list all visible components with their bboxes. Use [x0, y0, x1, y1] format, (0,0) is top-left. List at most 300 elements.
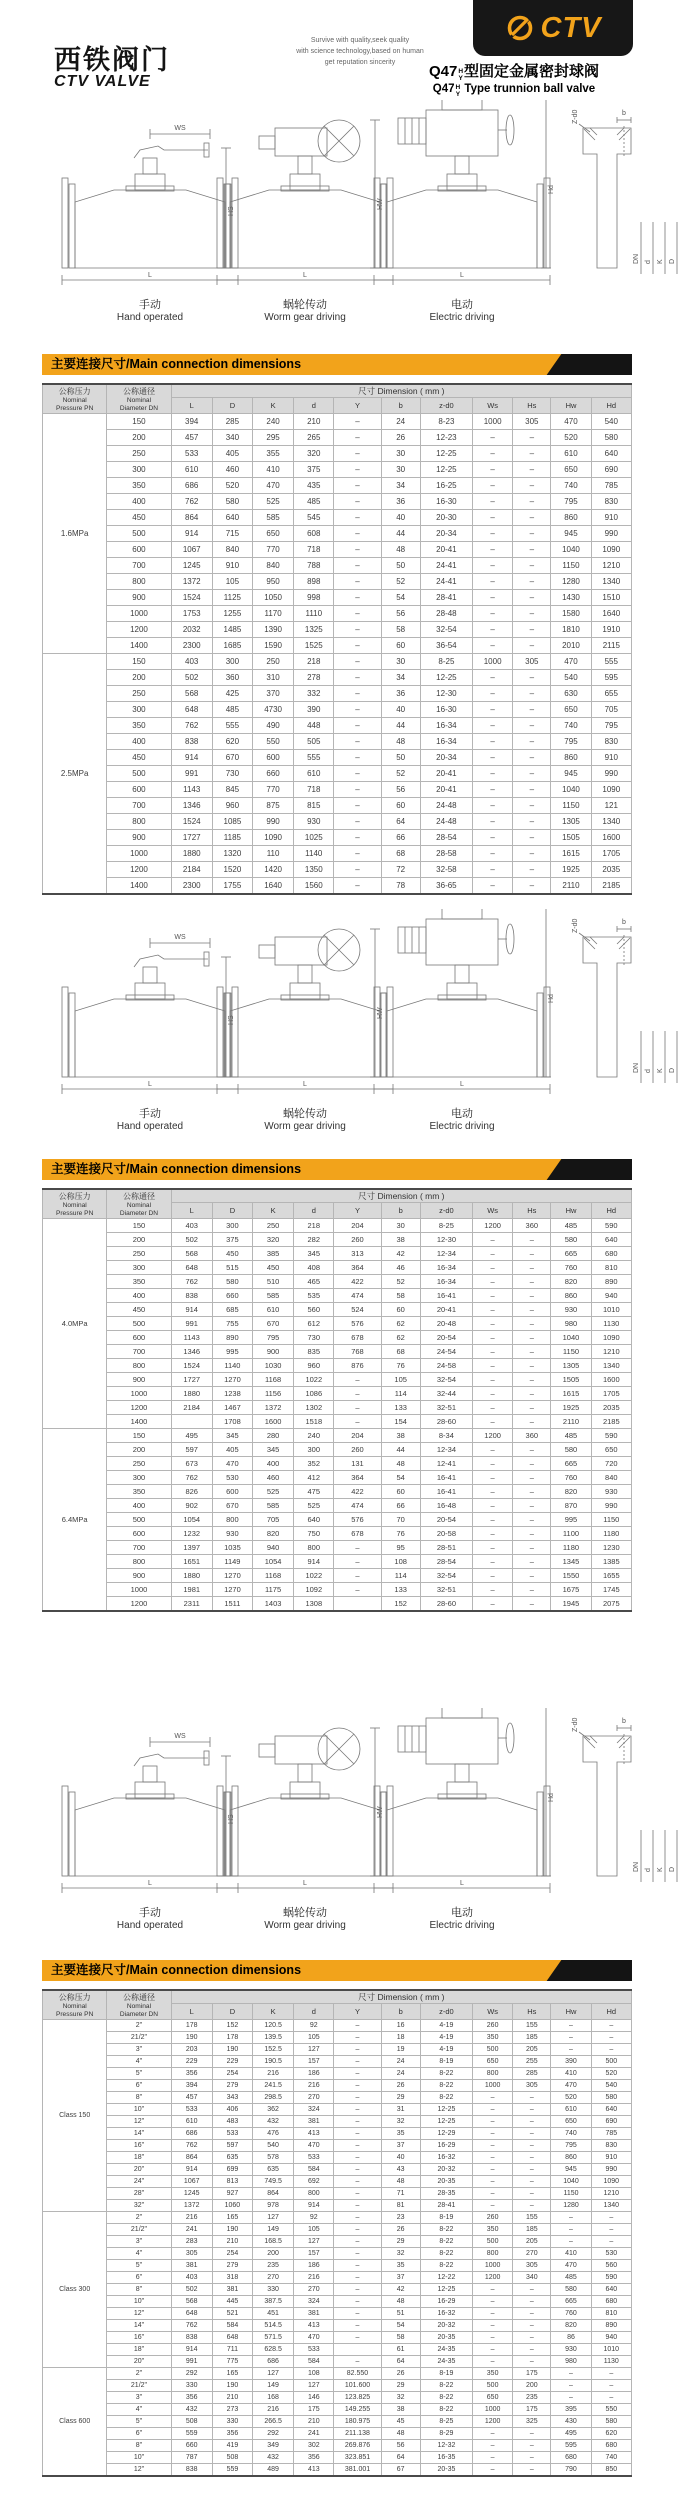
table-row	[43, 830, 632, 846]
dimension-cell: 686	[171, 478, 212, 494]
dimension-cell: 768	[334, 1345, 381, 1359]
dimension-cell: –	[334, 702, 381, 718]
dimension-cell: 550	[591, 2404, 631, 2416]
dimension-cell: 790	[551, 2464, 591, 2477]
dimension-cell: 38	[381, 2404, 420, 2416]
dimension-cell: 826	[171, 1485, 212, 1499]
dimension-cell: 875	[253, 798, 294, 814]
dimension-cell: –	[334, 2116, 381, 2128]
dn-cell: 4"	[107, 2248, 171, 2260]
dimension-cell: –	[473, 2128, 513, 2140]
table-row	[43, 2464, 632, 2477]
dim-col-header: b	[381, 1203, 420, 1219]
dimension-cell: 298.5	[253, 2092, 294, 2104]
table-row	[43, 2200, 632, 2212]
valve-figures-section-1	[0, 100, 689, 340]
dimension-cell: 795	[253, 1331, 294, 1345]
dimension-cell: 12-41	[420, 1457, 472, 1471]
dimension-cell: 1505	[551, 830, 591, 846]
dimension-cell: 12-30	[420, 1233, 472, 1247]
dimension-cell: 186	[294, 2068, 334, 2080]
dimension-cell: 58	[381, 1289, 420, 1303]
dimension-cell: –	[551, 2212, 591, 2224]
dimension-cell: 483	[212, 2116, 252, 2128]
dimension-cell: –	[334, 2068, 381, 2080]
table-row	[43, 446, 632, 462]
dimension-cell: 325	[513, 2416, 551, 2428]
company-name-zh: 西铁阀门	[54, 45, 170, 75]
dimension-cell: 12-34	[420, 1247, 472, 1261]
dimension-cell: 800	[294, 2188, 334, 2200]
table-row	[43, 702, 632, 718]
dimension-cell: 540	[591, 2080, 631, 2092]
table-row	[43, 2128, 632, 2140]
dn-cell: 500	[107, 766, 171, 782]
dimension-cell: –	[334, 478, 381, 494]
dimension-cell: –	[513, 1583, 551, 1597]
dimension-cell: 24-35	[420, 2356, 472, 2368]
dimension-cell: –	[334, 526, 381, 542]
dimension-cell: 12-23	[420, 430, 472, 446]
dimension-cell: 1110	[294, 606, 334, 622]
dimension-cell: 1000	[473, 414, 513, 430]
dimension-cell: 24-48	[420, 814, 472, 830]
dimension-cell: 1054	[253, 1555, 294, 1569]
dimension-cell: –	[334, 2272, 381, 2284]
dimension-cell: 762	[171, 1275, 212, 1289]
dimension-cell: –	[473, 1471, 513, 1485]
dn-cell: 1200	[107, 1401, 171, 1415]
dimension-cell: –	[513, 558, 551, 574]
table-row	[43, 1569, 632, 1583]
dimension-cell: 20-32	[420, 2164, 472, 2176]
dimension-cell: 54	[381, 590, 420, 606]
dimension-cell: 29	[381, 2236, 420, 2248]
table-row	[43, 846, 632, 862]
dimension-cell: 210	[294, 414, 334, 430]
dimension-cell: –	[513, 510, 551, 526]
dimension-cell: –	[591, 2224, 631, 2236]
dimension-cell: 31	[381, 2104, 420, 2116]
dimension-cell: –	[473, 830, 513, 846]
dimension-cell: 28-54	[420, 1555, 472, 1569]
dimension-cell: 820	[253, 1527, 294, 1541]
dimension-cell: 78	[381, 878, 420, 895]
dimension-cell: 1925	[551, 862, 591, 878]
dimension-cell: 995	[212, 1345, 252, 1359]
valve-figures-illustration	[0, 909, 689, 1109]
dimension-cell: 185	[513, 2032, 551, 2044]
dimension-cell: –	[473, 2356, 513, 2368]
dimension-cell: –	[334, 1555, 381, 1569]
dimension-cell: –	[334, 590, 381, 606]
dimension-cell: 1340	[591, 574, 631, 590]
dimension-cell: –	[473, 462, 513, 478]
valve-figures-section-2	[0, 909, 689, 1149]
table-row	[43, 1289, 632, 1303]
dimension-cell: 730	[212, 766, 252, 782]
dimension-cell: 146	[294, 2392, 334, 2404]
table-row	[43, 414, 632, 430]
dimension-cell: 995	[551, 1513, 591, 1527]
pressure-group-label: 2.5MPa	[43, 654, 107, 895]
section-bar-label: 主要连接尺寸/Main connection dimensions	[51, 1963, 302, 1977]
dimension-cell: 495	[171, 1429, 212, 1443]
dimension-cell: 580	[551, 2284, 591, 2296]
dimension-cell: –	[513, 1485, 551, 1499]
dimension-cell: 1600	[253, 1415, 294, 1429]
dimension-cell: 26	[381, 430, 420, 446]
dimension-cell: 524	[334, 1303, 381, 1317]
dimension-cell: 990	[591, 526, 631, 542]
dimension-cell: 403	[171, 654, 212, 670]
dimension-cell: 1945	[551, 1597, 591, 1612]
dimension-cell: 470	[294, 2332, 334, 2344]
dimension-cell: –	[473, 2188, 513, 2200]
dimension-cell: 900	[253, 1345, 294, 1359]
dimension-cell: 152	[212, 2020, 252, 2032]
dimension-cell: 8-19	[420, 2056, 472, 2068]
dimension-cell: 864	[253, 2188, 294, 2200]
dn-cell: 21/2"	[107, 2380, 171, 2392]
dimension-cell: 568	[171, 1247, 212, 1261]
dimension-cell: 2300	[171, 638, 212, 654]
dimension-cell: 840	[253, 558, 294, 574]
dimension-cell: 930	[591, 1485, 631, 1499]
dimension-cell: 350	[473, 2368, 513, 2380]
dimension-cell: 927	[212, 2188, 252, 2200]
dimension-cell: –	[513, 846, 551, 862]
dimension-cell: 520	[551, 2092, 591, 2104]
dimension-cell: 300	[212, 654, 252, 670]
dimension-cell: –	[473, 1261, 513, 1275]
dim-col-header: K	[253, 1203, 294, 1219]
dimension-cell: 628.5	[253, 2344, 294, 2356]
caption-zh: 手动	[138, 299, 161, 311]
dim-col-header: z-d0	[420, 398, 472, 414]
dimension-cell: 62	[381, 1317, 420, 1331]
dim-col-header: K	[253, 2004, 294, 2020]
dimension-cell	[334, 1597, 381, 1612]
dimension-cell: 28-54	[420, 830, 472, 846]
dimension-cell: 2075	[591, 1597, 631, 1612]
caption-en: Worm gear driving	[264, 312, 346, 323]
dimension-cell: 16-30	[420, 702, 472, 718]
dimension-cell: –	[551, 2224, 591, 2236]
dn-cell: 900	[107, 1569, 171, 1583]
dimension-cell: –	[513, 718, 551, 734]
dimension-cell: 1525	[294, 638, 334, 654]
dimension-cell: 648	[171, 2308, 212, 2320]
section-bar-label: 主要连接尺寸/Main connection dimensions	[51, 1162, 302, 1176]
dimension-cell: –	[473, 478, 513, 494]
dimension-cell: –	[513, 814, 551, 830]
dimension-cell: 381	[171, 2260, 212, 2272]
dimension-cell: 1524	[171, 590, 212, 606]
dn-cell: 18"	[107, 2152, 171, 2164]
dimension-cell: –	[334, 830, 381, 846]
dimension-cell: –	[473, 782, 513, 798]
dimension-cell: –	[513, 2188, 551, 2200]
dimension-cell: 265	[294, 430, 334, 446]
dimension-cell: 830	[591, 734, 631, 750]
dn-cell: 6"	[107, 2080, 171, 2092]
dimension-cell: 356	[212, 2428, 252, 2440]
dimension-cell: –	[513, 2116, 551, 2128]
dimension-cell: 375	[212, 1233, 252, 1247]
dim-col-header: Y	[334, 2004, 381, 2020]
valve-figures-section-3	[0, 1708, 689, 1948]
dimension-cell: 502	[171, 1233, 212, 1247]
dimension-cell: 155	[513, 2020, 551, 2032]
dimension-cell: 54	[381, 1471, 420, 1485]
dimension-cell: 595	[591, 670, 631, 686]
table-row	[43, 1345, 632, 1359]
dimension-cell: 914	[171, 750, 212, 766]
dimension-cell: –	[334, 2356, 381, 2368]
dimension-cell: –	[334, 670, 381, 686]
dimension-cell: 406	[212, 2104, 252, 2116]
dimension-cell: –	[513, 702, 551, 718]
dimension-cell: 1230	[591, 1541, 631, 1555]
dimension-cell: –	[334, 446, 381, 462]
dimension-cell: 1150	[551, 798, 591, 814]
dimension-cell: 216	[253, 2068, 294, 2080]
dimension-cell: 835	[294, 1345, 334, 1359]
dimension-cell: –	[334, 2020, 381, 2032]
dimension-cell: 29	[381, 2380, 420, 2392]
dimension-cell: 350	[473, 2032, 513, 2044]
dimension-cell: 4730	[253, 702, 294, 718]
dn-cell: 900	[107, 1373, 171, 1387]
dimension-cell: 1150	[551, 2188, 591, 2200]
dimension-cell: 16-30	[420, 494, 472, 510]
dimension-cell: 38	[381, 1429, 420, 1443]
dimension-cell: 413	[294, 2128, 334, 2140]
table-row	[43, 2428, 632, 2440]
dimension-cell: –	[473, 542, 513, 558]
table-row	[43, 798, 632, 814]
dimension-cell: –	[513, 1359, 551, 1373]
dimension-cell: 940	[591, 1289, 631, 1303]
dimension-cell: 1092	[294, 1583, 334, 1597]
dimension-cell: 485	[551, 2272, 591, 2284]
valve-figures-illustration	[0, 1708, 689, 1908]
dimension-cell: 283	[171, 2236, 212, 2248]
dim-col-header: Hw	[551, 398, 591, 414]
dn-cell: 1000	[107, 606, 171, 622]
dimension-cell: 980	[551, 1317, 591, 1331]
dimension-cell: 1340	[591, 2200, 631, 2212]
dimension-cell: 157	[294, 2248, 334, 2260]
dimension-cell: –	[334, 718, 381, 734]
dimension-cell: 460	[253, 1471, 294, 1485]
dimension-cell: 30	[381, 446, 420, 462]
dimension-cell: 422	[334, 1275, 381, 1289]
dimension-cell: 8-22	[420, 2404, 472, 2416]
dimension-cell: 660	[171, 2440, 212, 2452]
dn-cell: 150	[107, 1219, 171, 1233]
dimension-cell: –	[334, 558, 381, 574]
table-row	[43, 2308, 632, 2320]
dimension-cell: –	[334, 798, 381, 814]
dimension-cell: 1560	[294, 878, 334, 895]
col-header-dimension: 尺寸 Dimension ( mm )	[171, 1990, 631, 2004]
dimension-cell: 305	[513, 2260, 551, 2272]
pressure-group-label: Class 600	[43, 2368, 107, 2477]
dimension-cell: –	[513, 1345, 551, 1359]
dn-cell: 4"	[107, 2056, 171, 2068]
dimension-cell: –	[513, 862, 551, 878]
dimension-cell: 12-34	[420, 1443, 472, 1457]
dimension-cell: –	[334, 750, 381, 766]
table-row	[43, 1583, 632, 1597]
dimension-cell: 8-22	[420, 2392, 472, 2404]
dimension-cell: –	[473, 2452, 513, 2464]
dimension-cell: –	[473, 2464, 513, 2477]
dimension-cell: –	[473, 846, 513, 862]
table-row	[43, 1303, 632, 1317]
dimension-cell: 1655	[591, 1569, 631, 1583]
dimension-cell: 216	[294, 2080, 334, 2092]
dimension-cell: –	[513, 2332, 551, 2344]
table-row	[43, 734, 632, 750]
dimension-cell: –	[513, 2428, 551, 2440]
dimension-cell: 44	[381, 1443, 420, 1457]
dimension-cell: 648	[212, 2332, 252, 2344]
dimension-cell: –	[334, 2320, 381, 2332]
dn-cell: 2"	[107, 2368, 171, 2380]
dimension-cell: 1168	[253, 1569, 294, 1583]
dimension-cell: 485	[551, 1219, 591, 1233]
dimension-cell: –	[334, 430, 381, 446]
dimension-cell: 450	[253, 1261, 294, 1275]
table-row	[43, 1471, 632, 1485]
dimension-cell: –	[513, 2284, 551, 2296]
dimension-cell: 241	[294, 2428, 334, 2440]
dimension-cell: 72	[381, 862, 420, 878]
dimension-cell: 840	[591, 1471, 631, 1485]
table-row	[43, 718, 632, 734]
dimension-cell: 200	[253, 2248, 294, 2260]
dimension-cell: 16-29	[420, 2140, 472, 2152]
dimension-cell: 24-35	[420, 2344, 472, 2356]
dn-cell: 150	[107, 414, 171, 430]
dimension-cell: 630	[551, 686, 591, 702]
dimension-cell: 508	[171, 2416, 212, 2428]
dimension-cell: 1705	[591, 1387, 631, 1401]
dn-cell: 1400	[107, 638, 171, 654]
dimension-cell: –	[473, 430, 513, 446]
dimension-cell: 718	[294, 782, 334, 798]
dimension-cell: –	[334, 2056, 381, 2068]
dimension-cell: 1090	[591, 782, 631, 798]
dimension-cell: –	[591, 2392, 631, 2404]
dimension-cell: 820	[551, 1485, 591, 1499]
dimension-cell: –	[473, 1555, 513, 1569]
dimension-cell: 1345	[551, 1555, 591, 1569]
dimension-cell: 720	[591, 1457, 631, 1471]
col-header-pressure: 公称压力 Nominal Pressure PN	[43, 384, 107, 414]
dimension-cell: 530	[212, 1471, 252, 1485]
table-row	[43, 462, 632, 478]
dimension-cell: 40	[381, 2152, 420, 2164]
dn-cell: 21/2"	[107, 2032, 171, 2044]
dimension-cell: 533	[212, 2128, 252, 2140]
dimension-cell: –	[513, 1233, 551, 1247]
dn-cell: 150	[107, 654, 171, 670]
dimension-cell: 650	[551, 2116, 591, 2128]
dimension-cell: 32	[381, 2392, 420, 2404]
dimension-cell: 902	[171, 1499, 212, 1513]
dimension-cell: 1600	[591, 1373, 631, 1387]
dimension-cell: 1040	[551, 2176, 591, 2188]
dimension-cell: 32-54	[420, 1373, 472, 1387]
dimension-cell: 48	[381, 542, 420, 558]
dimension-cell: 1640	[253, 878, 294, 895]
dimension-cell: –	[473, 1457, 513, 1471]
dimension-cell: 740	[551, 478, 591, 494]
dimension-cell: 76	[381, 1359, 420, 1373]
dimension-cell: 20-30	[420, 510, 472, 526]
dim-col-header: d	[294, 398, 334, 414]
dimension-cell: 430	[551, 2416, 591, 2428]
dimension-cell: 1022	[294, 1373, 334, 1387]
dimension-cell: 105	[294, 2224, 334, 2236]
dimension-cell: 108	[381, 1555, 420, 1569]
dimension-cell: –	[473, 2104, 513, 2116]
dn-cell: 500	[107, 1513, 171, 1527]
tagline-line: Survive with quality,seek quality	[310, 37, 410, 44]
dimension-cell: –	[473, 2164, 513, 2176]
caption-zh: 手动	[138, 1907, 161, 1919]
dimension-cell: –	[473, 1443, 513, 1457]
dimension-cell: 830	[591, 494, 631, 510]
dim-col-header: b	[381, 2004, 420, 2020]
dimension-cell: 640	[212, 510, 252, 526]
dimension-cell: 485	[294, 494, 334, 510]
dimension-cell: –	[334, 2140, 381, 2152]
dimension-cell: 451	[253, 2308, 294, 2320]
caption-hand-operated	[117, 1105, 183, 1132]
dimension-cell: –	[513, 2464, 551, 2477]
dimension-cell: 1510	[591, 590, 631, 606]
caption-worm-gear	[264, 1904, 346, 1931]
dimension-cell: 24	[381, 2068, 420, 2080]
dimension-cell: 35	[381, 2128, 420, 2140]
caption-worm-gear	[264, 1105, 346, 1132]
table-row	[43, 638, 632, 654]
dimension-cell: –	[334, 2236, 381, 2248]
dimension-cell: 1320	[212, 846, 252, 862]
dimension-cell: 345	[294, 1247, 334, 1261]
dn-cell: 10"	[107, 2452, 171, 2464]
dimension-cell: 665	[551, 1247, 591, 1261]
dimension-cell: 990	[591, 766, 631, 782]
dimension-cell: 410	[253, 462, 294, 478]
dimension-cell: 204	[334, 1219, 381, 1233]
dimension-cell: –	[473, 1541, 513, 1555]
dimension-cell: 8-22	[420, 2092, 472, 2104]
dimension-cell: 30	[381, 654, 420, 670]
dimension-cell: 762	[171, 494, 212, 510]
dimension-cell: 914	[171, 526, 212, 542]
brand-text: CTV	[540, 11, 602, 44]
dimension-cell: –	[334, 510, 381, 526]
dimension-cell: 930	[551, 2344, 591, 2356]
dimension-cell: 1000	[473, 654, 513, 670]
table-row	[43, 2380, 632, 2392]
